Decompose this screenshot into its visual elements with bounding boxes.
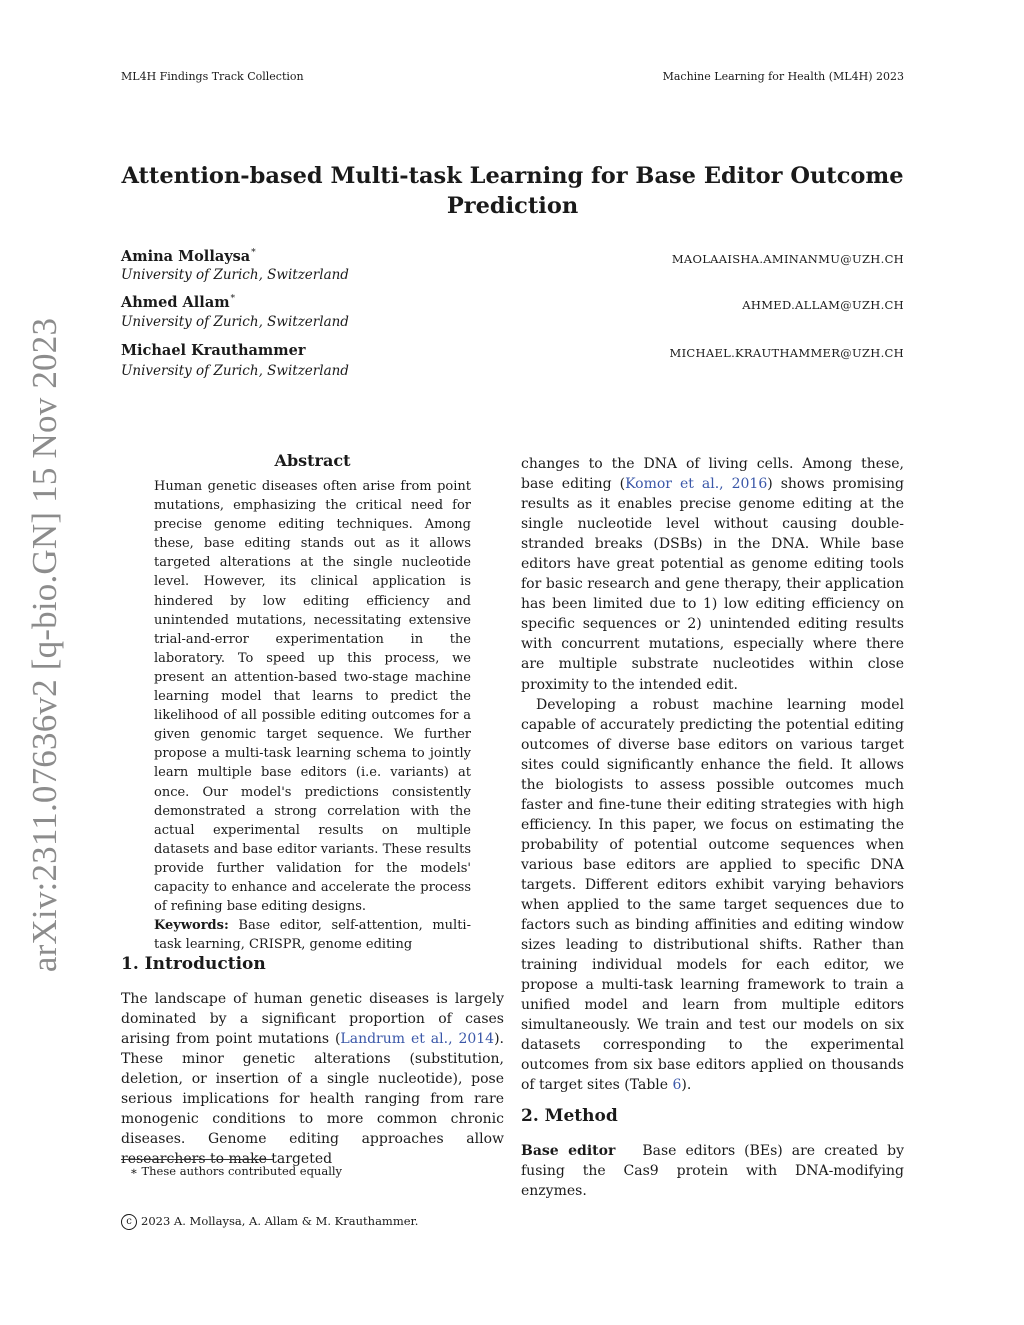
method-paragraph (521, 1141, 904, 1201)
citation-komor[interactable]: Komor et al., 2016 (625, 476, 768, 493)
introduction-paragraph-2: Developing a robust machine learning model capable of accurately predicting the potential editing outcomes of diverse base editors on various target sites could significantly enhance the field. It allows the biologists to assess possible outcomes much faster and fine-tune their editing strategies with high efficiency. In this paper, we focus on estimating the probability of potential outcome sequences when various base editors are applied to specific DNA targets. Different editors exhibit varying behaviors when applied to the same target sequences due to factors such as binding affinities and editing window sizes leading to distributional shifts. Rather than training individual models for each editor, we propose a multi-task learning framework to train a unified model and learn from multiple editors simultaneously. We train and test our models on six datasets corresponding to the experimental outcomes from six base editors applied on thousands of target sites (Table 6). (521, 696, 904, 1094)
introduction-heading: 1. Introduction (121, 954, 266, 974)
running-header-right: Machine Learning for Health (ML4H) 2023 (662, 70, 904, 83)
author-email-2[interactable]: AHMED.ALLAM@UZH.CH (742, 298, 904, 312)
footnote: ∗ These authors contributed equally (130, 1164, 343, 1178)
abstract-text: Human genetic diseases often arise from point mutations, emphasizing the critical need for precise genome editing techniques. Among these, base editing stands out as it allows targeted alterations at the single nucleotide level. However, its clinical application is hindered by low editing efficiency and unintended mutations, necessitating extensive trial-and-error experimentation in the laboratory. To speed up this process, we present an attention-based two-stage machine learning model that learns to predict the likelihood of all possible editing outcomes for a given genomic target sequence. We further propose a multi-task learning schema to jointly learn multiple base editors (i.e. variants) at once. Our model's predictions consistently demonstrated a strong correlation with the actual experimental results on multiple datasets and base editor variants. These results provide further validation for the models' capacity to enhance and accelerate the process of refining base editing designs. (154, 479, 471, 915)
arxiv-stamp[interactable]: arXiv:2311.07636v2 [q-bio.GN] 15 Nov 2023 (25, 317, 64, 973)
author-affiliation-2: University of Zurich, Switzerland (121, 314, 349, 330)
author-affiliation-3: University of Zurich, Switzerland (121, 363, 349, 379)
method-paragraph-head: Base editor (521, 1143, 616, 1159)
author-affiliation-1: University of Zurich, Switzerland (121, 267, 349, 283)
paper-title: Attention-based Multi-task Learning for Base Editor Outcome Prediction (121, 163, 904, 219)
method-heading: 2. Method (521, 1106, 618, 1126)
keywords-text: Base editor, self-attention, multi-task learning, CRISPR, genome editing (154, 918, 471, 953)
keywords-label: Keywords: (154, 918, 229, 934)
introduction-paragraph-1-continued: changes to the DNA of living cells. Among these, base editing (Komor et al., 2016) shows promising results as it enables precise genome editing at the single nucleotide level without causing double-stranded breaks (DSBs) in the DNA. While base editors have great potential as genome editing tools for basic research and gene therapy, their application has been limited due to 1) low editing efficiency on specific sequences or 2) unintended editing results with concurrent mutations, especially where there are multiple substrate nucleotides within close proximity to the intended edit. (521, 456, 904, 693)
footnote-rule (121, 1159, 273, 1160)
abstract-heading: Abstract (274, 451, 351, 470)
method-text: Base editors (BEs) are created by fusing the Cas9 protein with DNA-modifying enzymes. (521, 1143, 904, 1200)
author-email-3[interactable]: MICHAEL.KRAUTHAMMER@UZH.CH (669, 346, 904, 360)
table-ref-6[interactable]: 6 (672, 1077, 682, 1094)
introduction-paragraph-1: The landscape of human genetic diseases is largely dominated by a significant proportion of cases arising from point mutations (Landrum et al., 2014). These minor genetic alterations (substitution, deletion, or insertion of a single nucleotide), pose serious implications for health ranging from rare monogenic conditions to more common chronic diseases. Genome editing approaches allow researchers to make targeted (121, 991, 504, 1168)
copyright-text: 2023 A. Mollaysa, A. Allam & M. Krauthammer. (141, 1214, 419, 1228)
author-name-2: Ahmed Allam∗ (121, 292, 236, 311)
author-name-3: Michael Krauthammer (121, 342, 306, 359)
introduction-left-column (121, 989, 504, 1169)
author-name-1: Amina Mollaysa∗ (121, 246, 257, 265)
introduction-right-column (521, 454, 904, 1096)
citation-landrum[interactable]: Landrum et al., 2014 (340, 1031, 495, 1048)
copyright-icon: c (121, 1214, 137, 1230)
author-email-1[interactable]: MAOLAAISHA.AMINANMU@UZH.CH (671, 252, 904, 266)
copyright-line (121, 1214, 418, 1230)
running-header-left: ML4H Findings Track Collection (121, 70, 304, 83)
abstract-body (154, 477, 471, 954)
